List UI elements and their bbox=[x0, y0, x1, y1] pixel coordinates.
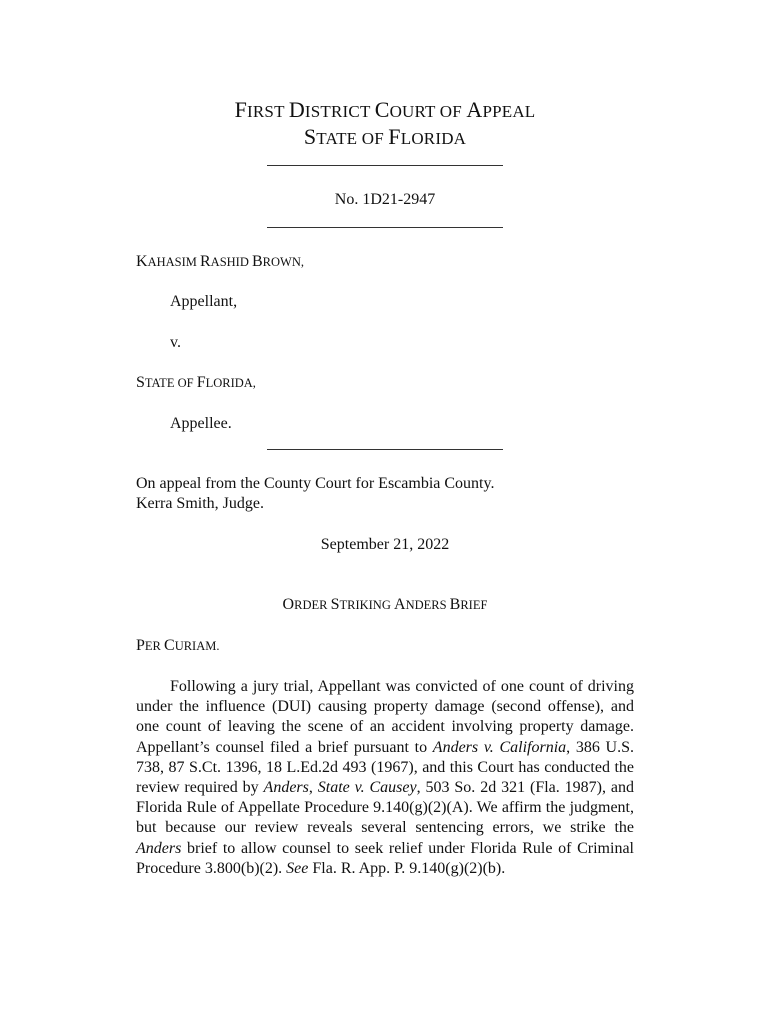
origin-court-line: On appeal from the County Court for Escambia County. bbox=[136, 475, 495, 492]
case-citation: State v. Causey bbox=[317, 779, 417, 797]
per-curiam: PER CURIAM. bbox=[136, 637, 220, 654]
divider-rule bbox=[267, 165, 503, 166]
case-number: No. 1D21-2947 bbox=[334, 191, 436, 208]
signal-see: See bbox=[286, 859, 309, 877]
appellant-role: Appellant, bbox=[170, 293, 238, 310]
appellant-name: KAHASIM RASHID BROWN, bbox=[136, 253, 304, 270]
opinion-body bbox=[136, 677, 634, 879]
origin-judge-line: Kerra Smith, Judge. bbox=[136, 495, 264, 512]
court-name-line2: STATE OF FLORIDA bbox=[303, 124, 467, 149]
appellee-role: Appellee. bbox=[170, 415, 232, 432]
decision-date: September 21, 2022 bbox=[320, 536, 450, 553]
order-title: ORDER STRIKING ANDERS BRIEF bbox=[282, 596, 488, 613]
court-name-line1: FIRST DISTRICT COURT OF APPEAL bbox=[234, 97, 536, 122]
case-citation: Anders v. California bbox=[432, 738, 567, 756]
versus: v. bbox=[170, 334, 181, 351]
divider-rule bbox=[267, 449, 503, 450]
case-citation: Anders bbox=[263, 779, 309, 797]
divider-rule bbox=[267, 227, 503, 228]
appellee-name: STATE OF FLORIDA, bbox=[136, 374, 256, 391]
case-citation: Anders bbox=[136, 839, 182, 857]
opinion-paragraph: Following a jury trial, Appellant was convicted of one count of driving under the influence (DUI) causing property damage (second offense), and one count of leaving the scene of an accident involving property damage. Appellant’s counsel filed a brief pursuant to Anders v. California, 386 U.S. 738, 87 S.Ct. 1396, 18 L.Ed.2d 493 (1967), and this Court has conducted the review required by Anders, State v. Causey, 503 So. 2d 321 (Fla. 1987), and Florida Rule of Appellate Procedure 9.140(g)(2)(A). We affirm the judgment, but because our review reveals several sentencing errors, we strike the Anders brief to allow counsel to seek relief under Florida Rule of Criminal Procedure 3.800(b)(2). See Fla. R. App. P. 9.140(g)(2)(b). bbox=[136, 678, 635, 877]
